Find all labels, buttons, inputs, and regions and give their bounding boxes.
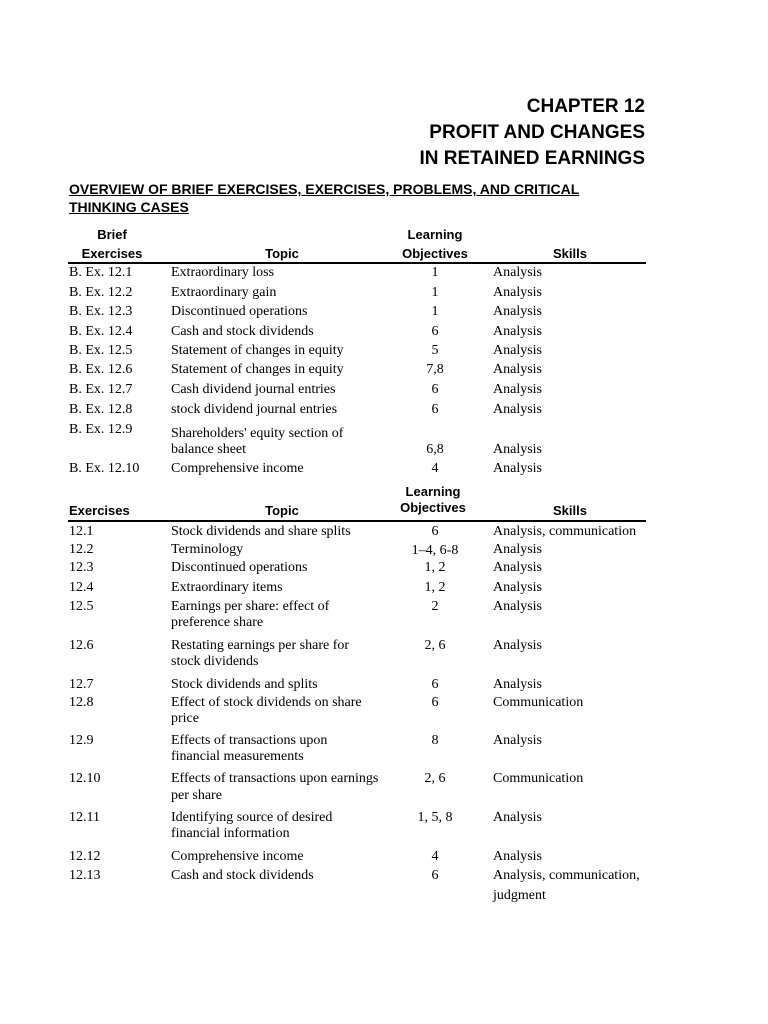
brief-col1-header-line1: Brief xyxy=(97,227,127,242)
exercises-header-rule xyxy=(68,520,646,522)
brief-skills-header: Skills xyxy=(553,246,587,261)
brief-topic-header: Topic xyxy=(265,246,299,261)
brief-col1-header-line2: Exercises xyxy=(81,246,143,261)
chapter-heading xyxy=(419,94,645,172)
exercises-topic-header: Topic xyxy=(265,503,299,518)
brief-header-rule xyxy=(68,262,646,264)
chapter-title-line1: PROFIT AND CHANGES xyxy=(429,122,645,143)
exercises-lo-header-line1: Learning xyxy=(405,484,461,499)
chapter-number: CHAPTER 12 xyxy=(526,96,645,117)
exercises-skills-header: Skills xyxy=(553,503,587,518)
overview-heading: OVERVIEW OF BRIEF EXERCISES, EXERCISES, PROBLEMS, AND CRITICAL THINKING CASES xyxy=(69,181,580,215)
brief-lo-header-line2: Objectives xyxy=(402,246,468,261)
chapter-title-line2: IN RETAINED EARNINGS xyxy=(419,148,645,169)
exercises-col1-header: Exercises xyxy=(69,503,130,518)
exercises-lo-header-line2: Objectives xyxy=(400,500,466,515)
brief-lo-header-line1: Learning xyxy=(407,227,463,242)
